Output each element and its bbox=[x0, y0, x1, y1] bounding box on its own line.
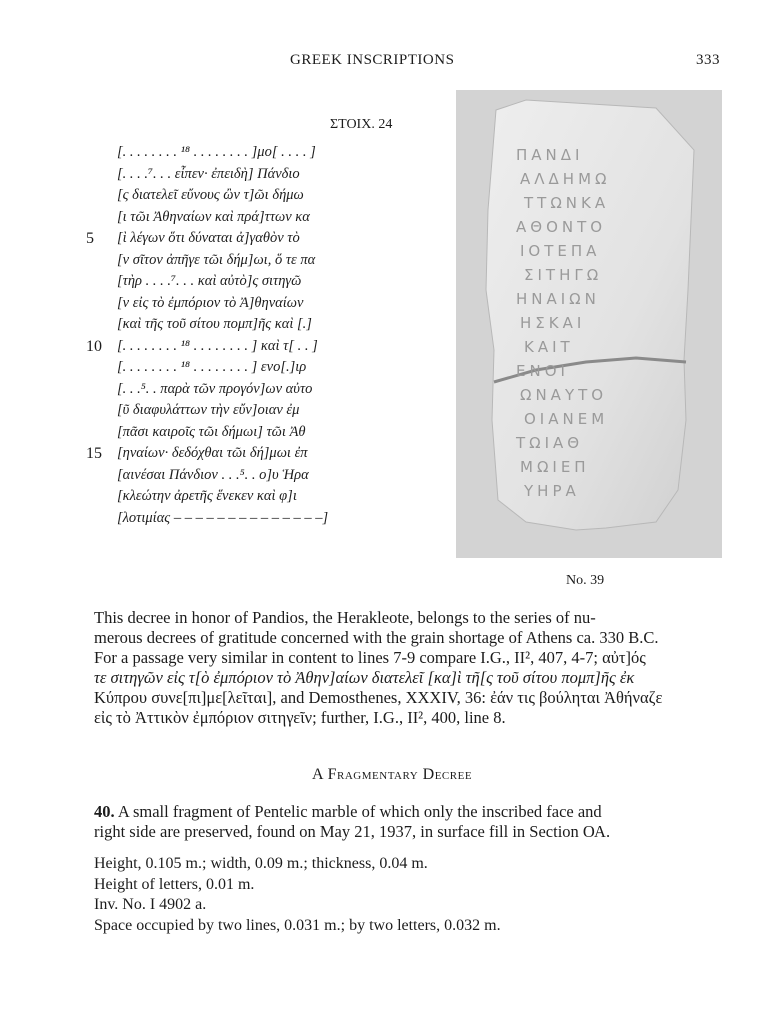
commentary-line: τε σιτηγῶν εἰς τ[ὸ ἐμπόριον τὸ Ἀθην]αίων διατελεῖ [κα]ὶ τῆ[ς τοῦ σίτου πομπ]ῆς ἐκ bbox=[94, 668, 635, 687]
stone-letter-row: ΜΩΙΕΠ bbox=[520, 458, 590, 476]
inscription-line-text: [ῦ διαφυλάττων τὴν εὔν]οιαν ἐμ bbox=[117, 402, 300, 418]
spec-line: Space occupied by two lines, 0.031 m.; by two letters, 0.032 m. bbox=[94, 916, 501, 934]
stone-letter-row: ΙΟΤΕΠΑ bbox=[520, 242, 601, 260]
photo-caption: No. 39 bbox=[566, 573, 605, 588]
stone-letter-row: ΥΗΡΑ bbox=[524, 482, 580, 500]
stone-letter-row: ΑΘΟΝΤΟ bbox=[516, 218, 607, 236]
commentary-line: For a passage very similar in content to lines 7-9 compare I.G., II², 407, 4-7; αὐτ]ός bbox=[94, 648, 646, 667]
stone-letter-row: ΗΣΚΑΙ bbox=[520, 314, 586, 332]
section-heading: A Fragmentary Decree bbox=[311, 766, 473, 783]
stone-letter-row: ΟΙΑΝΕΜ bbox=[524, 410, 609, 428]
entry-description-text: A small fragment of Pentelic marble of which only the inscribed face and bbox=[117, 802, 602, 821]
stone-letter-row: ΕΝΟΙ bbox=[516, 362, 569, 380]
inscription-line-text: [. . . .⁷. . . εἶπεν· ἐπειδὴ] Πάνδιο bbox=[117, 165, 300, 182]
inscription-line-text: [. . . . . . . . ¹⁸ . . . . . . . . ] ενο[.]ιρ bbox=[117, 359, 307, 375]
inscription-line-text: [ηναίων· δεδόχθαι τῶι δή]μωι ἐπ bbox=[117, 445, 308, 461]
specifications bbox=[94, 854, 501, 936]
inscription-line-text: [ς διατελεῖ εὔνους ὢν τ]ῶι δήμω bbox=[117, 187, 304, 203]
stone-letter-row: ΚΑΙΤ bbox=[524, 338, 574, 356]
entry-number: 40. bbox=[94, 802, 115, 821]
page-number: 333 bbox=[696, 52, 720, 68]
inscription-line-text: [αινέσαι Πάνδιον . . .⁵. . ο]υ Ἡρα bbox=[117, 466, 309, 483]
commentary-line: Κύπρου συνε[πι]με[λεῖται], and Demosthenes, XXXIV, 36: ἐάν τις βούληται Ἀθήναζε bbox=[94, 688, 663, 707]
stone-letter-row: ΗΝΑΙΩΝ bbox=[516, 290, 600, 308]
entry-description bbox=[94, 802, 724, 842]
inscription-line-text: [ι τῶι Ἀθηναίων καὶ πρά]ττων κα bbox=[117, 208, 310, 225]
line-number: 15 bbox=[86, 445, 102, 462]
commentary-line: This decree in honor of Pandios, the Herakleote, belongs to the series of nu- bbox=[94, 608, 596, 627]
running-head-title: GREEK INSCRIPTIONS bbox=[290, 52, 455, 68]
stone-letter-row: ΩΝΑΥΤΟ bbox=[520, 386, 608, 404]
commentary-line: εἰς τὸ Ἀττικὸν ἐμπόριον σιτηγεῖν; further, I.G., II², 400, line 8. bbox=[94, 708, 506, 727]
spec-line: Inv. No. I 4902 a. bbox=[94, 896, 207, 913]
inscription-line-text: [. . . . . . . . ¹⁸ . . . . . . . . ] καὶ τ[ . . ] bbox=[117, 337, 318, 354]
inscription-line-text: [λοτιμίας – – – – – – – – – – – – – –] bbox=[117, 509, 329, 526]
inscription-line-text: [τὴρ . . . .⁷. . . καὶ αὐτὸ]ς σιτηγῶ bbox=[117, 273, 302, 289]
inscription-line-text: [καὶ τῆς τοῦ σίτου πομπ]ῆς καὶ [.] bbox=[117, 316, 312, 332]
commentary-line: merous decrees of gratitude concerned with the grain shortage of Athens ca. 330 B.C. bbox=[94, 628, 659, 647]
spec-line: Height, 0.105 m.; width, 0.09 m.; thickness, 0.04 m. bbox=[94, 855, 428, 872]
line-number: 5 bbox=[86, 230, 94, 247]
stone-fragment-image bbox=[456, 90, 722, 558]
entry-description-line bbox=[94, 802, 724, 822]
stone-body bbox=[486, 100, 694, 530]
line-number: 10 bbox=[86, 337, 102, 355]
inscription-line-text: [. . .⁵. . παρὰ τῶν προγόν]ων αὐτο bbox=[117, 380, 313, 397]
stone-letter-row: ΣΙΤΗΓΩ bbox=[524, 266, 603, 284]
inscription-line-text: [ὶ λέγων ὅτι δύναται ἀ]γαθὸν τὸ bbox=[117, 230, 300, 246]
inscription-line-text: [πᾶσι καιροῖς τῶι δήμωι] τῶι Ἀθ bbox=[117, 423, 306, 440]
commentary-paragraph bbox=[94, 608, 724, 728]
spec-line: Height of letters, 0.01 m. bbox=[94, 875, 255, 893]
stone-letter-row: ΤΩΙΑΘ bbox=[516, 434, 584, 452]
stone-letter-row: ΠΑΝΔΙ bbox=[516, 146, 584, 164]
inscription-line-text: [κλεώτην ἀρετῆς ἕνεκεν καὶ φ]ι bbox=[117, 488, 297, 504]
stoichedon-label: ΣΤΟΙΧ. 24 bbox=[330, 117, 393, 132]
stone-letter-row: ΑΛΔΗΜΩ bbox=[520, 170, 611, 188]
entry-description-line: right side are preserved, found on May 21, 1937, in surface fill in Section ΟΑ. bbox=[94, 822, 611, 841]
stone-photo bbox=[456, 90, 722, 558]
inscription-line-text: [ν σῖτον ἀπῆγε τῶι δήμ]ωι, ὅ τε πα bbox=[117, 251, 316, 268]
inscription-line-text: [. . . . . . . . ¹⁸ . . . . . . . . ]μο[ . . . . ] bbox=[117, 144, 316, 160]
inscription-line-text: [ν εἰς τὸ ἐμπόριον τὸ Ἀ]θηναίων bbox=[117, 294, 304, 311]
stone-letter-row: ΤΤΩΝΚΑ bbox=[524, 194, 610, 212]
